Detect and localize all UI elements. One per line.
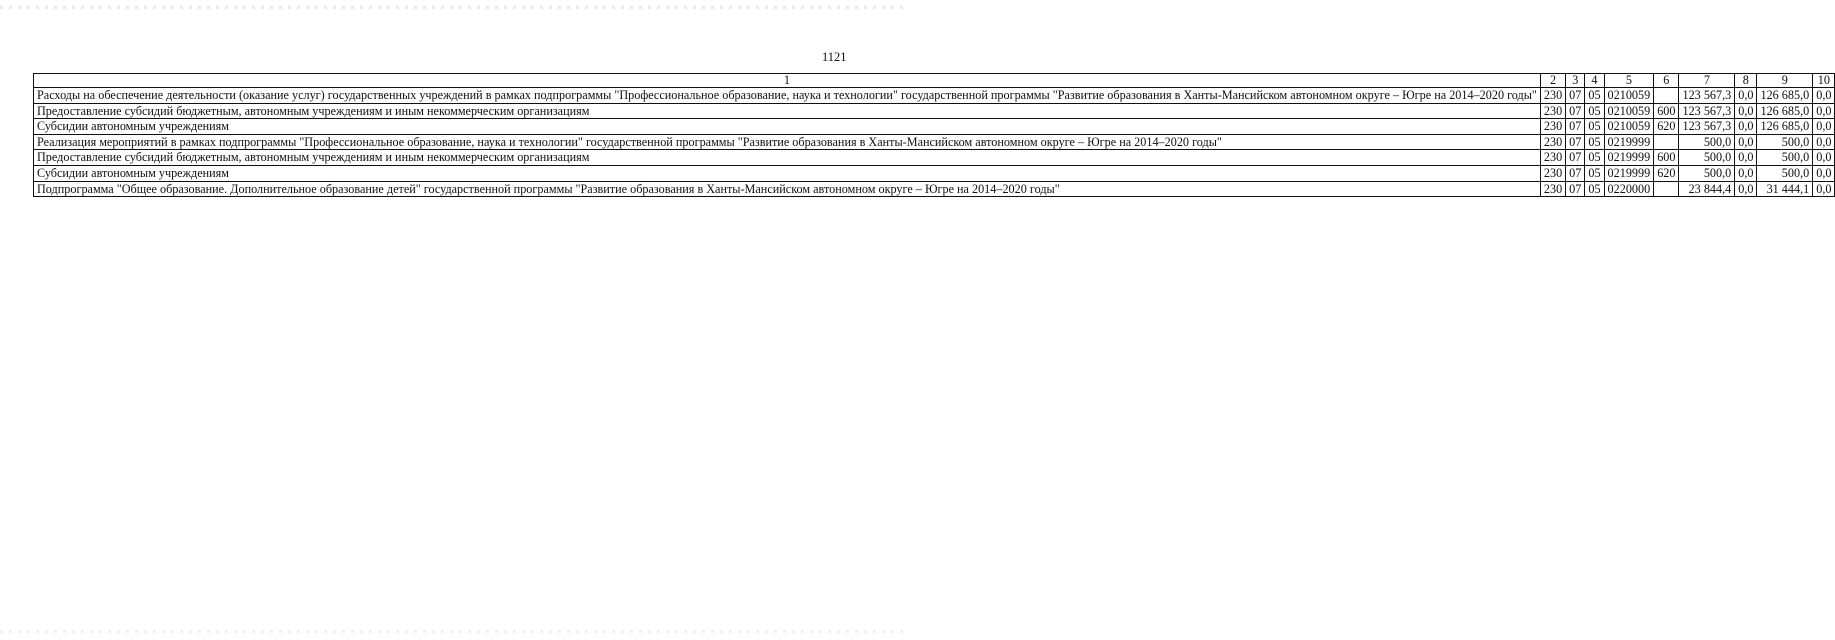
cell-section: 07 bbox=[1566, 119, 1585, 135]
column-header-8: 8 bbox=[1735, 74, 1757, 88]
cell-ministry-code: 230 bbox=[1540, 103, 1565, 119]
cell-section: 07 bbox=[1566, 150, 1585, 166]
cell-amount-9: 31 444,1 bbox=[1757, 181, 1813, 197]
cell-section: 07 bbox=[1566, 165, 1585, 181]
cell-amount-8: 0,0 bbox=[1735, 88, 1757, 104]
cell-amount-7: 123 567,3 bbox=[1679, 88, 1735, 104]
cell-subsection: 05 bbox=[1585, 134, 1604, 150]
row-description: Предоставление субсидий бюджетным, автономным учреждениям и иным некоммерческим организациям bbox=[34, 150, 1541, 166]
table-row bbox=[34, 165, 1835, 181]
cell-subsection: 05 bbox=[1585, 165, 1604, 181]
column-header-4: 4 bbox=[1585, 74, 1604, 88]
cell-expense-type: 600 bbox=[1654, 103, 1679, 119]
cell-expense-type: 620 bbox=[1654, 119, 1679, 135]
scan-noise-bottom bbox=[0, 630, 905, 633]
table-row bbox=[34, 150, 1835, 166]
cell-amount-10: 0,0 bbox=[1813, 150, 1835, 166]
column-header-1: 1 bbox=[34, 74, 1541, 88]
row-description: Подпрограмма "Общее образование. Дополнительное образование детей" государственной программы "Развитие образования в Ханты-Мансийском автономном округе – Югре на 2014–2020 годы" bbox=[34, 181, 1541, 197]
cell-amount-7: 23 844,4 bbox=[1679, 181, 1735, 197]
cell-expense-type: 600 bbox=[1654, 150, 1679, 166]
cell-amount-10: 0,0 bbox=[1813, 134, 1835, 150]
column-header-5: 5 bbox=[1604, 74, 1654, 88]
cell-amount-9: 126 685,0 bbox=[1757, 103, 1813, 119]
cell-section: 07 bbox=[1566, 103, 1585, 119]
scan-noise-top bbox=[0, 6, 905, 9]
cell-ministry-code: 230 bbox=[1540, 88, 1565, 104]
page-number: 1121 bbox=[822, 50, 847, 64]
table-row bbox=[34, 119, 1835, 135]
cell-target-article: 0219999 bbox=[1604, 134, 1654, 150]
cell-amount-8: 0,0 bbox=[1735, 103, 1757, 119]
cell-amount-7: 500,0 bbox=[1679, 134, 1735, 150]
cell-ministry-code: 230 bbox=[1540, 119, 1565, 135]
cell-expense-type: 620 bbox=[1654, 165, 1679, 181]
cell-amount-9: 500,0 bbox=[1757, 150, 1813, 166]
cell-amount-8: 0,0 bbox=[1735, 150, 1757, 166]
row-description: Реализация мероприятий в рамках подпрограммы "Профессиональное образование, наука и технологии" государственной программы "Развитие образования в Ханты-Мансийском автономном округе – Югре на 2014–2020 годы" bbox=[34, 134, 1541, 150]
table-row bbox=[34, 134, 1835, 150]
column-header-3: 3 bbox=[1566, 74, 1585, 88]
cell-section: 07 bbox=[1566, 88, 1585, 104]
cell-target-article: 0220000 bbox=[1604, 181, 1654, 197]
cell-section: 07 bbox=[1566, 134, 1585, 150]
column-header-10: 10 bbox=[1813, 74, 1835, 88]
cell-subsection: 05 bbox=[1585, 88, 1604, 104]
cell-amount-8: 0,0 bbox=[1735, 119, 1757, 135]
cell-subsection: 05 bbox=[1585, 119, 1604, 135]
cell-target-article: 0210059 bbox=[1604, 88, 1654, 104]
cell-amount-7: 123 567,3 bbox=[1679, 103, 1735, 119]
cell-target-article: 0219999 bbox=[1604, 150, 1654, 166]
cell-subsection: 05 bbox=[1585, 103, 1604, 119]
cell-amount-7: 500,0 bbox=[1679, 165, 1735, 181]
cell-amount-10: 0,0 bbox=[1813, 119, 1835, 135]
row-description: Расходы на обеспечение деятельности (оказание услуг) государственных учреждений в рамках подпрограммы "Профессиональное образование, наука и технологии" государственной программы "Развитие образования в Ханты-Мансийском автономном округе – Югре на 2014–2020 годы" bbox=[34, 88, 1541, 104]
cell-subsection: 05 bbox=[1585, 150, 1604, 166]
cell-amount-7: 123 567,3 bbox=[1679, 119, 1735, 135]
cell-amount-9: 500,0 bbox=[1757, 165, 1813, 181]
cell-amount-9: 500,0 bbox=[1757, 134, 1813, 150]
cell-ministry-code: 230 bbox=[1540, 134, 1565, 150]
table-row bbox=[34, 88, 1835, 104]
column-header-9: 9 bbox=[1757, 74, 1813, 88]
column-header-2: 2 bbox=[1540, 74, 1565, 88]
cell-expense-type bbox=[1654, 134, 1679, 150]
row-description: Предоставление субсидий бюджетным, автономным учреждениям и иным некоммерческим организациям bbox=[34, 103, 1541, 119]
cell-amount-10: 0,0 bbox=[1813, 88, 1835, 104]
budget-table bbox=[33, 73, 1835, 197]
column-header-7: 7 bbox=[1679, 74, 1735, 88]
cell-subsection: 05 bbox=[1585, 181, 1604, 197]
cell-amount-9: 126 685,0 bbox=[1757, 119, 1813, 135]
cell-expense-type bbox=[1654, 181, 1679, 197]
cell-amount-8: 0,0 bbox=[1735, 181, 1757, 197]
row-description: Субсидии автономным учреждениям bbox=[34, 119, 1541, 135]
cell-target-article: 0210059 bbox=[1604, 103, 1654, 119]
cell-amount-10: 0,0 bbox=[1813, 181, 1835, 197]
cell-section: 07 bbox=[1566, 181, 1585, 197]
cell-target-article: 0219999 bbox=[1604, 165, 1654, 181]
cell-amount-10: 0,0 bbox=[1813, 103, 1835, 119]
cell-amount-10: 0,0 bbox=[1813, 165, 1835, 181]
cell-ministry-code: 230 bbox=[1540, 150, 1565, 166]
cell-amount-9: 126 685,0 bbox=[1757, 88, 1813, 104]
cell-amount-8: 0,0 bbox=[1735, 134, 1757, 150]
table-row bbox=[34, 181, 1835, 197]
cell-ministry-code: 230 bbox=[1540, 181, 1565, 197]
cell-amount-7: 500,0 bbox=[1679, 150, 1735, 166]
row-description: Субсидии автономным учреждениям bbox=[34, 165, 1541, 181]
cell-expense-type bbox=[1654, 88, 1679, 104]
header-row bbox=[34, 74, 1835, 88]
column-header-6: 6 bbox=[1654, 74, 1679, 88]
cell-amount-8: 0,0 bbox=[1735, 165, 1757, 181]
table-row bbox=[34, 103, 1835, 119]
cell-ministry-code: 230 bbox=[1540, 165, 1565, 181]
cell-target-article: 0210059 bbox=[1604, 119, 1654, 135]
